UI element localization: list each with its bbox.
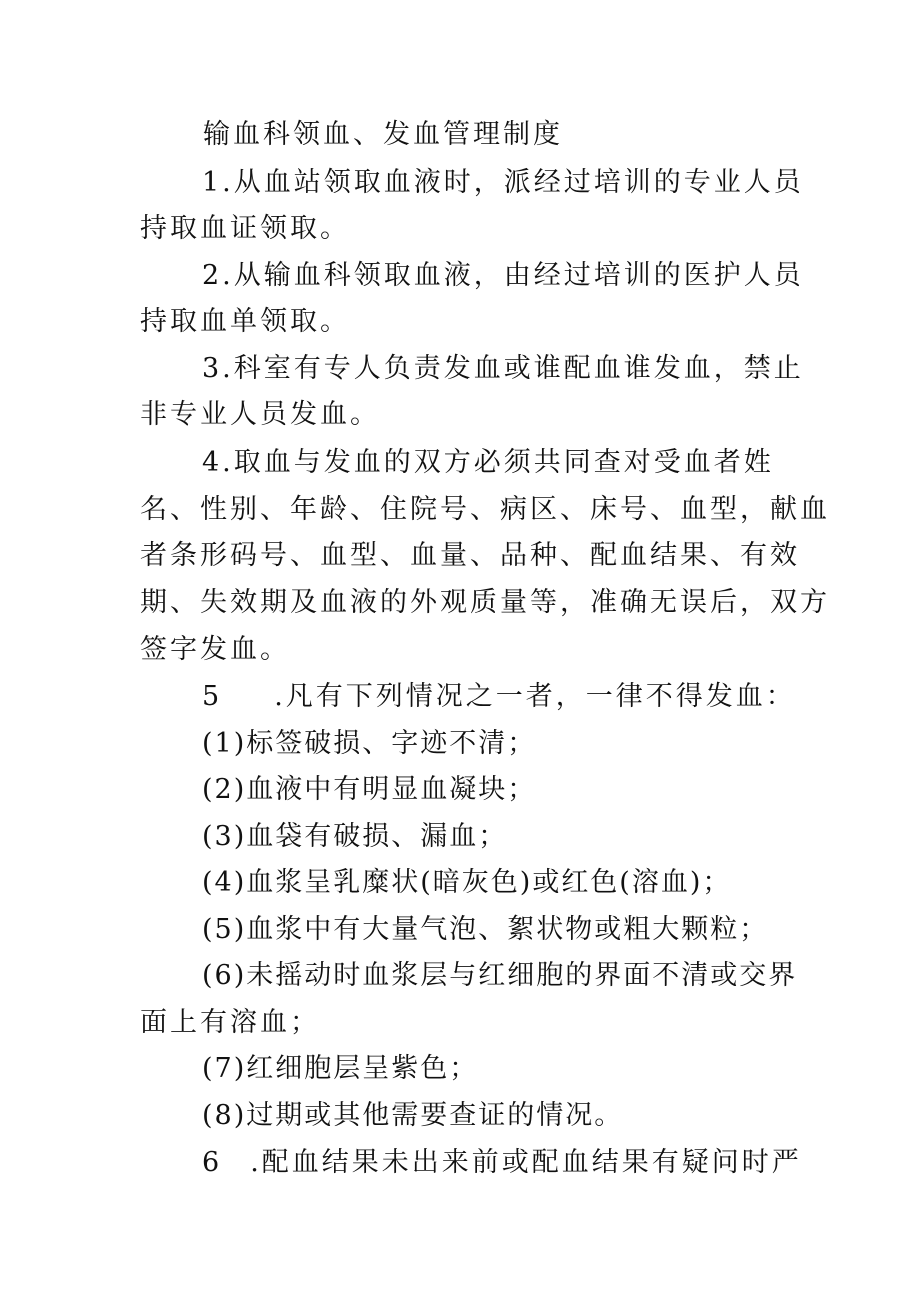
paragraph-5-text: .凡有下列情况之一者，一律不得发血： <box>274 681 796 712</box>
list-item: (5)血浆中有大量气泡、絮状物或粗大颗粒； <box>202 914 769 945</box>
paragraph-4-line-1: 4.取血与发血的双方必须共同查对受血者姓 <box>202 447 774 478</box>
paragraph-3-line-1: 3.科室有专人负责发血或谁配血谁发血，禁止 <box>202 353 804 384</box>
paragraph-1-line-2: 持取血证领取。 <box>140 213 350 244</box>
paragraph-4-line-5: 签字发血。 <box>140 634 290 665</box>
paragraph-6-number: 6 <box>202 1147 223 1178</box>
paragraph-6-line <box>202 1145 802 1181</box>
paragraph-5-number: 5 <box>202 681 223 712</box>
paragraph-2-line-2: 持取血单领取。 <box>140 306 350 337</box>
list-item: (7)红细胞层呈紫色； <box>202 1053 479 1084</box>
document-title: 输血科领血、发血管理制度 <box>203 119 563 150</box>
list-item: (3)血袋有破损、漏血； <box>202 821 508 852</box>
paragraph-4-line-3: 者条形码号、血型、血量、品种、配血结果、有效 <box>140 540 800 571</box>
list-item: (4)血浆呈乳糜状(暗灰色)或红色(溶血)； <box>202 867 732 898</box>
list-item-continuation: 面上有溶血； <box>140 1007 320 1038</box>
list-item: (8)过期或其他需要查证的情况。 <box>202 1100 624 1131</box>
paragraph-3-line-2: 非专业人员发血。 <box>140 399 380 430</box>
list-item: (6)未摇动时血浆层与红细胞的界面不清或交界 <box>202 960 798 991</box>
paragraph-5-line <box>202 679 796 715</box>
list-item: (1)标签破损、字迹不清； <box>202 728 537 759</box>
paragraph-4-line-2: 名、性别、年龄、住院号、病区、床号、血型，献血 <box>140 494 830 525</box>
paragraph-1-line-1: 1.从血站领取血液时，派经过培训的专业人员 <box>202 167 804 198</box>
paragraph-2-line-1: 2.从输血科领取血液，由经过培训的医护人员 <box>202 260 804 291</box>
list-item: (2)血液中有明显血凝块； <box>202 774 537 805</box>
paragraph-4-line-4: 期、失效期及血液的外观质量等，准确无误后，双方 <box>140 587 830 618</box>
paragraph-6-text: .配血结果未出来前或配血结果有疑问时严 <box>250 1147 802 1178</box>
